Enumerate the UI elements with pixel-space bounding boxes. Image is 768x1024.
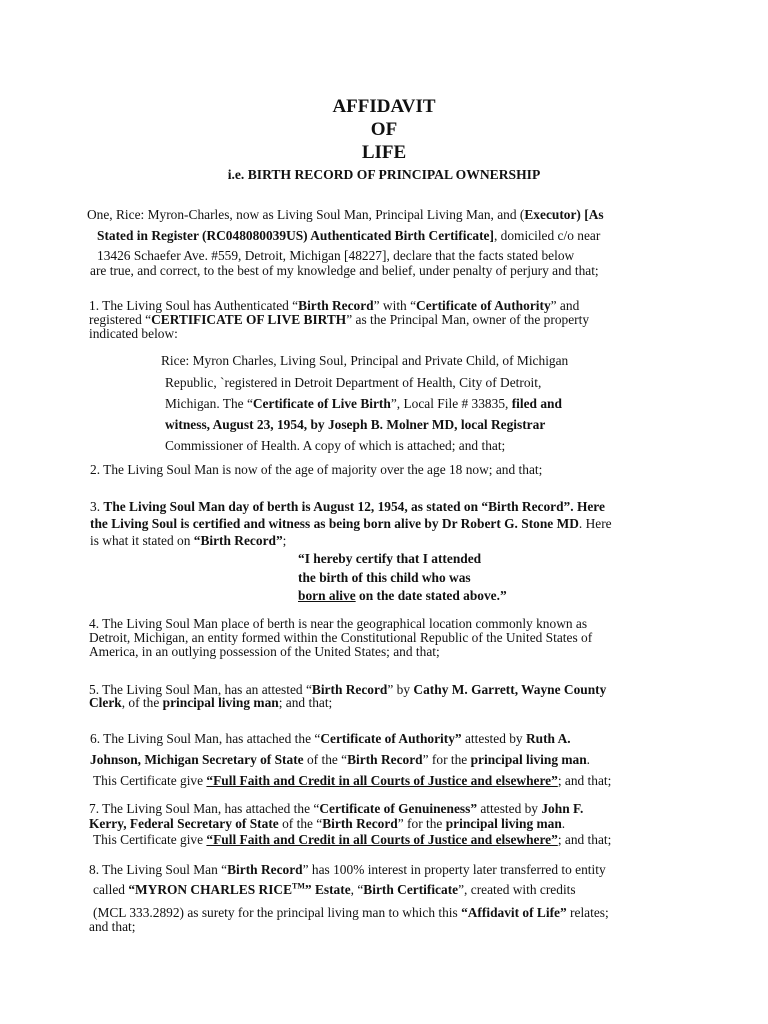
para-4-line-3: America, in an outlying possession of the United States; and that; [89, 644, 440, 659]
document-subtitle: i.e. BIRTH RECORD OF PRINCIPAL OWNERSHIP [227, 167, 541, 182]
intro-line-1: One, Rice: Myron-Charles, now as Living Soul Man, Principal Living Man, and (Executor) [As [87, 207, 604, 222]
title-line-life: LIFE [361, 142, 407, 163]
para-4-line-2: Detroit, Michigan, an entity formed within the Constitutional Republic of the United States of [89, 630, 593, 645]
para-1-line-3: indicated below: [89, 326, 178, 341]
quote-line-2: the birth of this child who was [298, 570, 471, 585]
para-6-line-3: This Certificate give “Full Faith and Credit in all Courts of Justice and elsewhere”; and that; [93, 773, 612, 788]
para-1-indent-line-3: Michigan. The “Certificate of Live Birth”, Local File # 33835, filed and [165, 396, 562, 411]
para-2-line-1: 2. The Living Soul Man is now of the age of majority over the age 18 now; and that; [90, 462, 543, 477]
para-1-indent-line-1: Rice: Myron Charles, Living Soul, Principal and Private Child, of Michigan [161, 353, 569, 368]
para-5-line-2: Clerk, of the principal living man; and that; [89, 695, 333, 710]
para-3-line-1: 3. The Living Soul Man day of berth is August 12, 1954, as stated on “Birth Record”. Here [90, 499, 605, 514]
intro-line-4: are true, and correct, to the best of my knowledge and belief, under penalty of perjury and that; [90, 263, 599, 278]
para-8-line-1: 8. The Living Soul Man “Birth Record” has 100% interest in property later transferred to entity [89, 862, 606, 877]
para-5-line-1: 5. The Living Soul Man, has an attested “Birth Record” by Cathy M. Garrett, Wayne County [89, 682, 607, 697]
para-8-line-3: (MCL 333.2892) as surety for the principal living man to which this “Affidavit of Life” relates; [93, 905, 609, 920]
para-7-line-3: This Certificate give “Full Faith and Credit in all Courts of Justice and elsewhere”; and that; [93, 832, 612, 847]
para-8-line-2: called “MYRON CHARLES RICE™” Estate, “Birth Certificate”, created with credits [93, 881, 576, 897]
quote-line-3: born alive on the date stated above.” [298, 588, 507, 603]
quote-line-1: “I hereby certify that I attended [298, 551, 482, 566]
para-1-line-1: 1. The Living Soul has Authenticated “Birth Record” with “Certificate of Authority” and [89, 298, 580, 313]
para-3-line-2: the Living Soul is certified and witness as being born alive by Dr Robert G. Stone MD. Here [90, 516, 612, 531]
intro-line-3: 13426 Schaefer Ave. #559, Detroit, Michigan [48227], declare that the facts stated below [97, 248, 575, 263]
para-6-line-1: 6. The Living Soul Man, has attached the “Certificate of Authority” attested by Ruth A. [90, 731, 571, 746]
para-4-line-1: 4. The Living Soul Man place of berth is near the geographical location commonly known as [89, 616, 588, 631]
para-1-indent-line-2: Republic, `registered in Detroit Department of Health, City of Detroit, [165, 375, 542, 390]
para-1-line-2: registered “CERTIFICATE OF LIVE BIRTH” as the Principal Man, owner of the property [89, 312, 590, 327]
para-1-indent-line-4: witness, August 23, 1954, by Joseph B. Molner MD, local Registrar [165, 417, 546, 432]
para-6-line-2: Johnson, Michigan Secretary of State of the “Birth Record” for the principal living man. [90, 752, 591, 767]
intro-line-2: Stated in Register (RC048080039US) Authenticated Birth Certificate], domiciled c/o near [97, 228, 601, 243]
para-7-line-2: Kerry, Federal Secretary of State of the “Birth Record” for the principal living man. [89, 816, 566, 831]
title-line-affidavit: AFFIDAVIT [332, 96, 436, 117]
para-8-line-4: and that; [89, 919, 136, 934]
para-3-line-3: is what it stated on “Birth Record”; [90, 533, 287, 548]
para-7-line-1: 7. The Living Soul Man, has attached the “Certificate of Genuineness” attested by John F. [89, 801, 584, 816]
title-line-of: OF [370, 119, 398, 140]
para-1-indent-line-5: Commissioner of Health. A copy of which is attached; and that; [165, 438, 506, 453]
